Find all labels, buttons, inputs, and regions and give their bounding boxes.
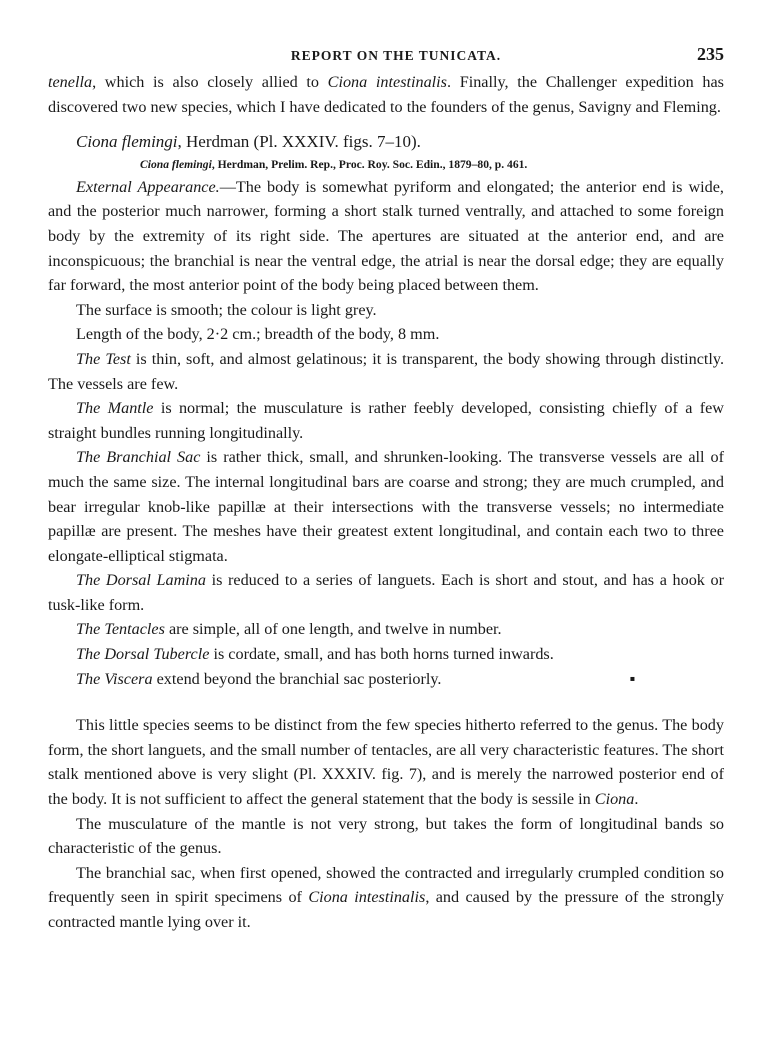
description-paragraph-surface: The surface is smooth; the colour is light grey. (76, 300, 377, 319)
section-label: The Tentacles (76, 620, 165, 639)
section-label: The Dorsal Lamina (76, 571, 206, 590)
discussion-paragraph-1: This little species seems to be distinct from the few species hitherto referred to the genus. The body form, the short languets, and the small number of tentacles, are all very characteristic features. The short stalk mentioned above is very slight (Pl. XXXIV. fig. 7), and is merely the narrowed posterior end of the body. It is not sufficient to affect the general statement that the body is sessile in Ciona. (48, 716, 724, 809)
section-label: The Mantle (76, 399, 154, 418)
synonymy-name: Ciona flemingi (140, 157, 212, 171)
description-paragraph-test: The Test is thin, soft, and almost gelatinous; it is transparent, the body showing through distinctly. The vessels are few. (48, 349, 724, 393)
species-name: Ciona intestinalis (308, 888, 426, 907)
description-paragraph-branchial-sac: The Branchial Sac is rather thick, small, and shrunken-looking. The transverse vessels are all of much the same size. The internal longitudinal bars are coarse and strong; they are much crumpled, and bear irregular knob-like papillæ at their intersections with the transverse vessels; no intermediate papillæ are present. The meshes have their greatest extent longitudinal, and contain each two to three elongate-elliptical stigmata. (48, 448, 724, 565)
species-heading-name: Ciona flemingi (76, 132, 178, 152)
page (48, 40, 724, 935)
species-name: tenella (48, 73, 93, 91)
description-paragraph-dorsal-tubercle: The Dorsal Tubercle is cordate, small, and has both horns turned inwards. (76, 645, 554, 664)
genus-name: Ciona (594, 790, 635, 809)
section-label: The Branchial Sac (76, 448, 201, 467)
intro-paragraph: tenella, which is also closely allied to Ciona intestinalis. Finally, the Challenger expedition has discovered two new species, which I have dedicated to the founders of the genus, Savigny and Fleming. (48, 73, 724, 116)
section-label: External Appearance. (76, 177, 220, 196)
species-name: Ciona intestinalis (327, 73, 447, 91)
running-title: REPORT ON THE TUNICATA. (290, 48, 502, 63)
section-label: The Viscera (76, 669, 153, 688)
synonymy-citation: Ciona flemingi, Herdman, Prelim. Rep., Proc. Roy. Soc. Edin., 1879–80, p. 461. (140, 157, 528, 171)
discussion-paragraph-2: The musculature of the mantle is not very strong, but takes the form of longitudinal bands so characteristic of the genus. (48, 814, 724, 858)
description-paragraph-size: Length of the body, 2·2 cm.; breadth of the body, 8 mm. (76, 325, 440, 344)
page-number: 235 (697, 44, 724, 64)
species-heading: Ciona flemingi, Herdman (Pl. XXXIV. figs. 7–10). (76, 132, 421, 152)
discussion-paragraph-3: The branchial sac, when first opened, showed the contracted and irregularly crumpled condition so frequently seen in spirit specimens of Ciona intestinalis, and caused by the pressure of the strongly contracted mantle lying over it. (48, 863, 724, 931)
description-paragraph-external: External Appearance.—The body is somewhat pyriform and elongated; the anterior end is wide, and the posterior much narrower, forming a short stalk turned ventrally, and attached to some foreign body by the extremity of its right side. The apertures are situated at the anterior end, and are inconspicuous; the branchial is near the ventral edge, the atrial is near the dorsal edge; they are equally far forward, the most anterior point of the body being placed between them. (48, 177, 724, 295)
section-label: The Dorsal Tubercle (76, 645, 210, 664)
stray-mark-icon: ▪ (629, 669, 636, 688)
description-paragraph-dorsal-lamina: The Dorsal Lamina is reduced to a series of languets. Each is short and stout, and has a hook or tusk-like form. (48, 571, 724, 614)
description-paragraph-mantle: The Mantle is normal; the musculature is rather feebly developed, consisting chiefly of a few straight bundles running longitudinally. (48, 399, 724, 442)
section-label: The Test (76, 349, 131, 368)
running-header (48, 40, 724, 70)
description-paragraph-viscera: The Viscera extend beyond the branchial sac posteriorly. ▪ (48, 667, 724, 692)
description-paragraph-tentacles: The Tentacles are simple, all of one length, and twelve in number. (76, 620, 502, 639)
